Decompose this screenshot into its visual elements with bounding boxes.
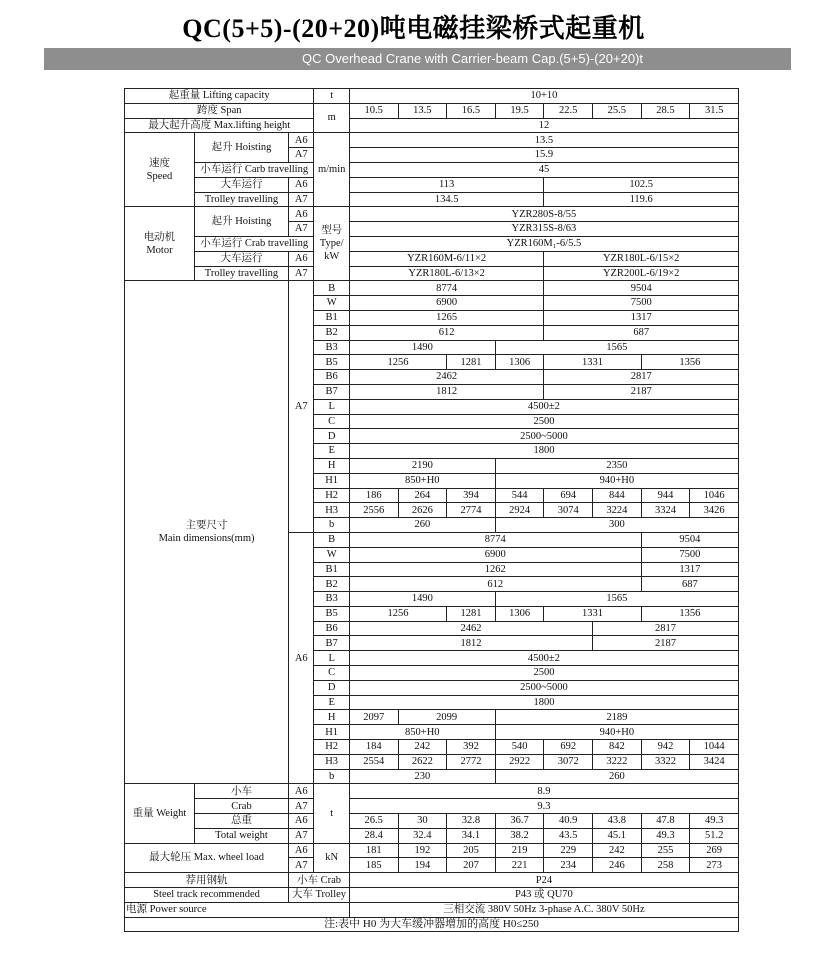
table-cell: 3072 (544, 754, 593, 769)
speed-trolley-a7: 134.5 (349, 192, 544, 207)
table-cell: E (314, 444, 349, 459)
table-cell: 6900 (349, 296, 544, 311)
weight-label: 重量 Weight (125, 784, 195, 843)
table-cell: 49.3 (641, 828, 690, 843)
table-cell: 687 (641, 577, 738, 592)
table-cell: H2 (314, 488, 349, 503)
grade-a6: A6 (289, 177, 314, 192)
table-cell: 273 (690, 858, 739, 873)
table-cell: E (314, 695, 349, 710)
grade-a6: A6 (289, 133, 314, 148)
table-cell: 230 (349, 769, 495, 784)
table-cell: 7500 (641, 547, 738, 562)
table-cell: 185 (349, 858, 398, 873)
table-cell: 940+H0 (495, 473, 738, 488)
table-cell: B2 (314, 577, 349, 592)
rail-crab-label: 小车 Crab (289, 873, 350, 888)
table-cell: 844 (593, 488, 642, 503)
table-cell: B6 (314, 621, 349, 636)
speed-hoisting-a7: 15.9 (349, 148, 738, 163)
table-row (125, 89, 739, 104)
table-cell: 1256 (349, 606, 446, 621)
motor-trolley-en: Trolley travelling (194, 266, 288, 281)
span-label: 跨度 Span (125, 103, 314, 118)
table-cell: 194 (398, 858, 447, 873)
table-cell: B3 (314, 340, 349, 355)
table-cell: 3074 (544, 503, 593, 518)
table-cell: 1490 (349, 592, 495, 607)
table-row (125, 162, 739, 177)
motor-hoisting-a7: YZR315S-8/63 (349, 222, 738, 237)
table-cell: 1046 (690, 488, 739, 503)
table-cell: 3424 (690, 754, 739, 769)
table-cell: 28.4 (349, 828, 398, 843)
table-cell: W (314, 296, 349, 311)
table-cell: 8774 (349, 281, 544, 296)
table-cell: 8.9 (349, 784, 738, 799)
grade-a7: A7 (289, 192, 314, 207)
table-cell: 32.8 (447, 814, 496, 829)
table-cell: 2817 (544, 370, 739, 385)
table-cell: 207 (447, 858, 496, 873)
table-row (125, 266, 739, 281)
power-value: 三相交流 380V 50Hz 3-phase A.C. 380V 50Hz (349, 902, 738, 917)
main-dimensions-label: 主要尺寸 Main dimensions(mm) (125, 281, 289, 784)
table-cell: 2817 (593, 621, 739, 636)
table-cell: 1306 (495, 606, 544, 621)
motor-crab-value: YZR160M₁-6/5.5 (349, 236, 738, 251)
table-row (125, 103, 739, 118)
table-cell: D (314, 429, 349, 444)
table-cell: B (314, 532, 349, 547)
table-cell: 1317 (544, 310, 739, 325)
subtitle-banner (44, 48, 791, 70)
power-label: 电源 Power source (125, 902, 350, 917)
motor-trolley-a6: YZR180L-6/15×2 (544, 251, 739, 266)
table-cell: 687 (544, 325, 739, 340)
table-row (125, 888, 739, 903)
table-row (125, 902, 739, 917)
grade-a7: A7 (289, 858, 314, 873)
table-cell: b (314, 518, 349, 533)
table-cell: 184 (349, 740, 398, 755)
table-cell: 842 (593, 740, 642, 755)
table-cell: 392 (447, 740, 496, 755)
table-cell: 51.2 (690, 828, 739, 843)
rail-label-en: Steel track recommended (125, 888, 289, 903)
table-row (125, 828, 739, 843)
table-cell: 32.4 (398, 828, 447, 843)
table-cell: 45.1 (593, 828, 642, 843)
table-cell: 242 (593, 843, 642, 858)
table-row (125, 192, 739, 207)
weight-unit: t (314, 784, 349, 843)
motor-trolley-cn: 大车运行 (194, 251, 288, 266)
lifting-capacity-value: 10+10 (349, 89, 738, 104)
span-cell: 22.5 (544, 103, 593, 118)
motor-crab-label: 小车运行 Crab travelling (194, 236, 314, 251)
table-cell: 234 (544, 858, 593, 873)
motor-hoisting-a6: YZR280S-8/55 (349, 207, 738, 222)
table-cell: 2626 (398, 503, 447, 518)
span-cell: 19.5 (495, 103, 544, 118)
table-cell: 26.5 (349, 814, 398, 829)
span-cell: 25.5 (593, 103, 642, 118)
table-row (125, 251, 739, 266)
table-row (125, 207, 739, 222)
table-cell: B5 (314, 606, 349, 621)
motor-hoisting-label: 起升 Hoisting (194, 207, 288, 237)
motor-trolley-a7: YZR200L-6/19×2 (544, 266, 739, 281)
speed-crab-label: 小车运行 Carb travelling (194, 162, 314, 177)
table-cell: 2922 (495, 754, 544, 769)
table-cell: 612 (349, 325, 544, 340)
table-cell: 9.3 (349, 799, 738, 814)
span-cell: 13.5 (398, 103, 447, 118)
table-cell: 2189 (495, 710, 738, 725)
table-cell: 2500 (349, 414, 738, 429)
table-cell: Crab (194, 799, 288, 814)
grade-a7: A7 (289, 266, 314, 281)
table-cell: 944 (641, 488, 690, 503)
table-cell: 260 (495, 769, 738, 784)
page-title: QC(5+5)-(20+20)吨电磁挂梁桥式起重机 (182, 14, 645, 43)
table-cell: 2556 (349, 503, 398, 518)
table-cell: 242 (398, 740, 447, 755)
table-cell: 38.2 (495, 828, 544, 843)
speed-unit: m/min (314, 133, 349, 207)
table-row (125, 177, 739, 192)
table-cell: 1306 (495, 355, 544, 370)
grade-a6: A6 (289, 207, 314, 222)
table-cell: b (314, 769, 349, 784)
table-cell: 小车 (194, 784, 288, 799)
grade-a6: A6 (289, 843, 314, 858)
table-cell: 229 (544, 843, 593, 858)
speed-trolley-a6: 113 (349, 177, 544, 192)
lifting-capacity-label: 起重量 Lifting capacity (125, 89, 314, 104)
table-cell: 2622 (398, 754, 447, 769)
table-cell: 2500~5000 (349, 680, 738, 695)
table-cell: 544 (495, 488, 544, 503)
table-cell: 1281 (447, 355, 496, 370)
grade-a7: A7 (289, 828, 314, 843)
grade-a7: A7 (289, 148, 314, 163)
table-cell: 192 (398, 843, 447, 858)
table-cell: 40.9 (544, 814, 593, 829)
table-cell: 940+H0 (495, 725, 738, 740)
grade-a7: A7 (289, 281, 314, 533)
table-cell: 221 (495, 858, 544, 873)
table-cell: 1044 (690, 740, 739, 755)
table-cell: 2772 (447, 754, 496, 769)
table-row (125, 917, 739, 932)
table-cell: 1356 (641, 606, 738, 621)
table-cell: 186 (349, 488, 398, 503)
table-cell: H3 (314, 503, 349, 518)
span-cell: 10.5 (349, 103, 398, 118)
speed-crab-value: 45 (349, 162, 738, 177)
motor-unit: 型号 Type/ kW (314, 207, 349, 281)
table-cell: 2187 (593, 636, 739, 651)
wheel-load-label: 最大轮压 Max. wheel load (125, 843, 289, 873)
table-cell: 2774 (447, 503, 496, 518)
table-cell: 2500~5000 (349, 429, 738, 444)
table-cell: H (314, 458, 349, 473)
rail-trolley-label: 大车 Trolley (289, 888, 350, 903)
table-cell: 269 (690, 843, 739, 858)
table-cell: 850+H0 (349, 473, 495, 488)
table-cell: 9504 (544, 281, 739, 296)
table-cell: 1565 (495, 592, 738, 607)
speed-trolley-cn: 大车运行 (194, 177, 288, 192)
table-cell: 6900 (349, 547, 641, 562)
speed-hoisting-a6: 13.5 (349, 133, 738, 148)
table-cell: 9504 (641, 532, 738, 547)
motor-group-label: 电动机 Motor (125, 207, 195, 281)
table-cell: 2190 (349, 458, 495, 473)
table-cell: 2500 (349, 666, 738, 681)
table-row (125, 133, 739, 148)
span-cell: 16.5 (447, 103, 496, 118)
table-cell: Total weight (194, 828, 288, 843)
table-cell: W (314, 547, 349, 562)
span-unit: m (314, 103, 349, 133)
table-cell: 36.7 (495, 814, 544, 829)
table-cell: 8774 (349, 532, 641, 547)
grade-a6: A6 (289, 532, 314, 784)
speed-hoisting-label: 起升 Hoisting (194, 133, 288, 163)
table-cell: 612 (349, 577, 641, 592)
table-cell: 49.3 (690, 814, 739, 829)
speed-group-label: 速度 Speed (125, 133, 195, 207)
table-cell: 1490 (349, 340, 495, 355)
table-cell: 1800 (349, 695, 738, 710)
speed-trolley-a7: 119.6 (544, 192, 739, 207)
speed-trolley-en: Trolley travelling (194, 192, 288, 207)
table-cell: H1 (314, 473, 349, 488)
max-height-value: 12 (349, 118, 738, 133)
rail-label-cn: 荐用钢轨 (125, 873, 289, 888)
span-cell: 28.5 (641, 103, 690, 118)
table-row (125, 799, 739, 814)
table-cell: 1356 (641, 355, 738, 370)
max-height-label: 最大起升高度 Max.lifting height (125, 118, 314, 133)
table-cell: L (314, 399, 349, 414)
spec-table (124, 88, 739, 932)
table-cell: 47.8 (641, 814, 690, 829)
table-cell: B6 (314, 370, 349, 385)
table-cell: 1331 (544, 606, 641, 621)
table-cell: 2350 (495, 458, 738, 473)
table-cell: B3 (314, 592, 349, 607)
table-cell: B5 (314, 355, 349, 370)
table-row (125, 814, 739, 829)
table-cell: 258 (641, 858, 690, 873)
lifting-capacity-unit: t (314, 89, 349, 104)
table-cell: 264 (398, 488, 447, 503)
table-cell: P43 或 QU70 (349, 888, 738, 903)
table-cell: 4500±2 (349, 399, 738, 414)
span-cell: 31.5 (690, 103, 739, 118)
table-cell: 3322 (641, 754, 690, 769)
table-cell: B2 (314, 325, 349, 340)
table-cell: D (314, 680, 349, 695)
table-cell: 1317 (641, 562, 738, 577)
grade-a7: A7 (289, 222, 314, 237)
table-note: 注:表中 H0 为大车缓冲器增加的高度 H0≤250 (125, 917, 739, 932)
subtitle: QC Overhead Crane with Carrier-beam Cap.(5+5)-(20+20)t (301, 51, 644, 66)
table-cell: 692 (544, 740, 593, 755)
grade-a6: A6 (289, 784, 314, 799)
table-cell: 2097 (349, 710, 398, 725)
table-cell: 300 (495, 518, 738, 533)
table-row (125, 873, 739, 888)
table-cell: 43.5 (544, 828, 593, 843)
speed-trolley-a6: 102.5 (544, 177, 739, 192)
table-cell: 219 (495, 843, 544, 858)
table-row (125, 236, 739, 251)
table-cell: 1256 (349, 355, 446, 370)
table-cell: 3224 (593, 503, 642, 518)
table-row (125, 843, 739, 858)
table-cell: 246 (593, 858, 642, 873)
table-cell: 34.1 (447, 828, 496, 843)
table-cell: B1 (314, 562, 349, 577)
table-row (125, 784, 739, 799)
table-cell: 4500±2 (349, 651, 738, 666)
wheel-load-unit: kN (314, 843, 349, 873)
table-cell: 1800 (349, 444, 738, 459)
table-cell: B7 (314, 636, 349, 651)
table-cell: 3324 (641, 503, 690, 518)
table-cell: 总重 (194, 814, 288, 829)
table-cell: 2924 (495, 503, 544, 518)
table-cell: B (314, 281, 349, 296)
grade-a6: A6 (289, 814, 314, 829)
table-cell: 43.8 (593, 814, 642, 829)
table-cell: 1265 (349, 310, 544, 325)
table-cell: B7 (314, 384, 349, 399)
table-cell: 1281 (447, 606, 496, 621)
table-cell: 2462 (349, 621, 592, 636)
table-cell: L (314, 651, 349, 666)
table-row (125, 118, 739, 133)
table-cell: P24 (349, 873, 738, 888)
motor-trolley-a6: YZR160M-6/11×2 (349, 251, 544, 266)
table-cell: 540 (495, 740, 544, 755)
table-cell: 255 (641, 843, 690, 858)
table-cell: 3222 (593, 754, 642, 769)
grade-a7: A7 (289, 799, 314, 814)
table-cell: 394 (447, 488, 496, 503)
table-cell: H3 (314, 754, 349, 769)
table-cell: 1262 (349, 562, 641, 577)
table-cell: 1565 (495, 340, 738, 355)
table-cell: 260 (349, 518, 495, 533)
table-cell: 181 (349, 843, 398, 858)
table-cell: H (314, 710, 349, 725)
table-cell: 2187 (544, 384, 739, 399)
table-cell: 2462 (349, 370, 544, 385)
table-cell: 2099 (398, 710, 495, 725)
table-cell: 205 (447, 843, 496, 858)
table-cell: 1812 (349, 384, 544, 399)
table-cell: 850+H0 (349, 725, 495, 740)
table-cell: 30 (398, 814, 447, 829)
table-cell: 694 (544, 488, 593, 503)
table-cell: C (314, 666, 349, 681)
table-cell: H2 (314, 740, 349, 755)
table-cell: C (314, 414, 349, 429)
grade-a6: A6 (289, 251, 314, 266)
table-cell: 942 (641, 740, 690, 755)
table-cell: 1331 (544, 355, 641, 370)
table-cell: 1812 (349, 636, 592, 651)
table-row (125, 281, 739, 296)
motor-trolley-a7: YZR180L-6/13×2 (349, 266, 544, 281)
table-cell: 2554 (349, 754, 398, 769)
table-cell: H1 (314, 725, 349, 740)
table-cell: 3426 (690, 503, 739, 518)
table-cell: B1 (314, 310, 349, 325)
table-cell: 7500 (544, 296, 739, 311)
